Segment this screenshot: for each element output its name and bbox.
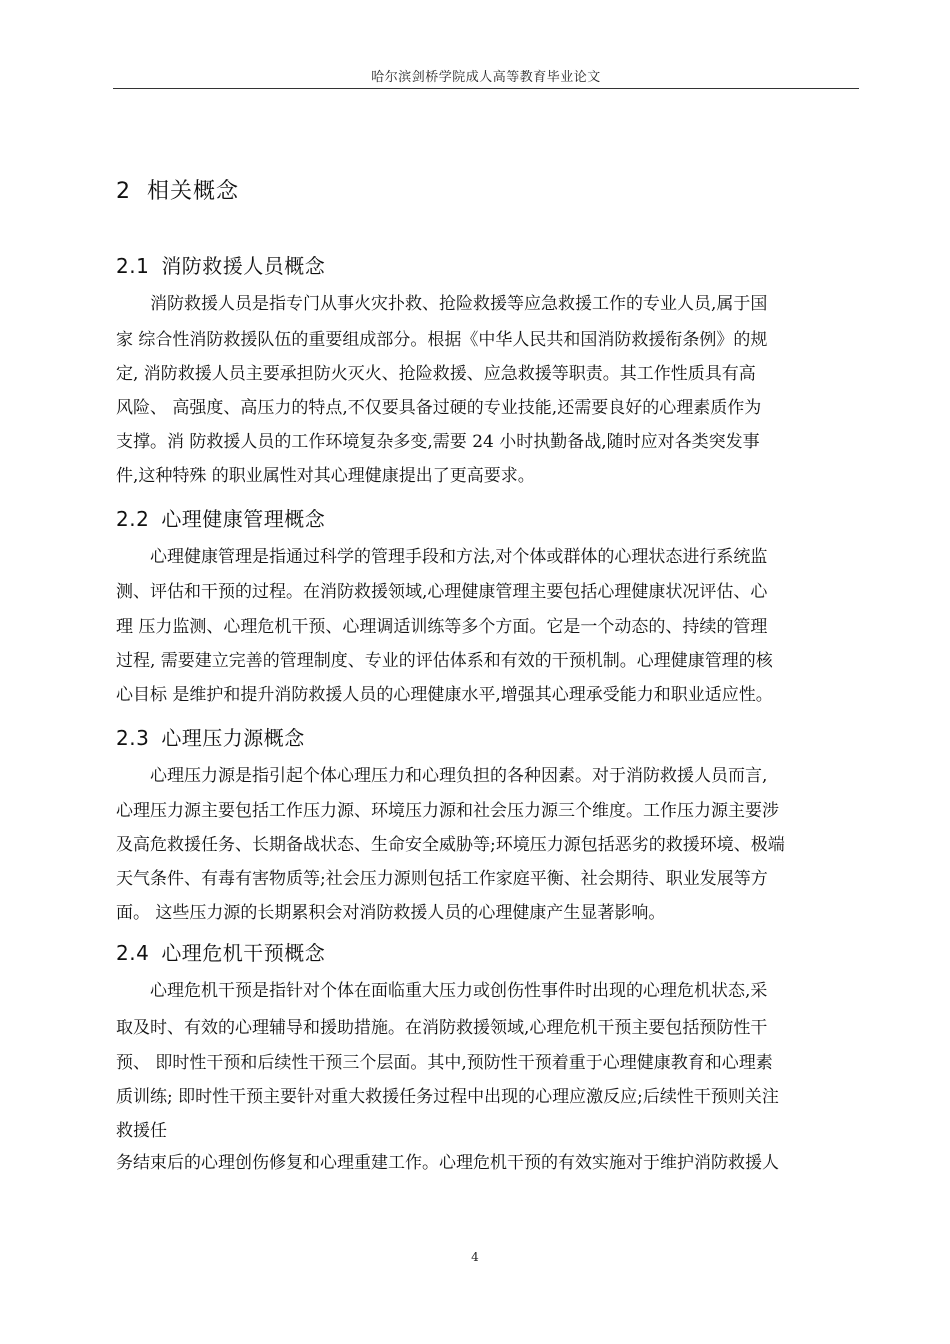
- paragraph-line: 件,这种特殊 的职业属性对其心理健康提出了更高要求。: [116, 466, 535, 486]
- paragraph-line: 预、 即时性干预和后续性干预三个层面。其中,预防性干预着重于心理健康教育和心理素: [116, 1053, 773, 1073]
- section-title: 心理健康管理概念: [161, 507, 326, 531]
- chapter-heading: [116, 174, 239, 205]
- paragraph-line: 心目标 是维护和提升消防救援人员的心理健康水平,增强其心理承受能力和职业适应性。: [116, 685, 773, 705]
- section-heading-2-4: [116, 937, 325, 966]
- header-rule: [113, 88, 859, 89]
- section-title: 心理压力源概念: [161, 726, 305, 750]
- paragraph-line: 及高危救援任务、长期备战状态、生命安全威胁等;环境压力源包括恶劣的救援环境、极端: [116, 835, 785, 855]
- paragraph-line: 面。 这些压力源的长期累积会对消防救援人员的心理健康产生显著影响。: [116, 903, 666, 923]
- section-heading-2-1: [116, 250, 325, 279]
- paragraph-line: 天气条件、有毒有害物质等;社会压力源则包括工作家庭平衡、社会期待、职业发展等方: [116, 869, 768, 889]
- paragraph-line: 测、评估和干预的过程。在消防救援领域,心理健康管理主要包括心理健康状况评估、心: [116, 582, 768, 602]
- paragraph-line: 心理健康管理是指通过科学的管理手段和方法,对个体或群体的心理状态进行系统监: [116, 547, 768, 567]
- paragraph-line: 家 综合性消防救援队伍的重要组成部分。根据《中华人民共和国消防救援衔条例》的规: [116, 330, 768, 350]
- running-header: 哈尔滨剑桥学院成人高等教育毕业论文: [371, 70, 601, 85]
- chapter-title: 相关概念: [147, 179, 240, 204]
- section-number: 2.3: [116, 726, 150, 750]
- paragraph-line: 心理危机干预是指针对个体在面临重大压力或创伤性事件时出现的心理危机状态,采: [116, 981, 768, 1001]
- section-number: 2.1: [116, 254, 150, 278]
- page-number: 4: [471, 1250, 479, 1264]
- section-number: 2.2: [116, 507, 150, 531]
- paragraph-line: 定, 消防救援人员主要承担防火灭火、抢险救援、应急救援等职责。其工作性质具有高: [116, 364, 756, 384]
- chapter-number: 2: [116, 179, 131, 204]
- paragraph-line: 质训练; 即时性干预主要针对重大救援任务过程中出现的心理应激反应;后续性干预则关注: [116, 1087, 779, 1107]
- section-number: 2.4: [116, 941, 150, 965]
- paragraph-line: 救援任: [116, 1121, 167, 1141]
- paragraph-line: 心理压力源是指引起个体心理压力和心理负担的各种因素。对于消防救援人员而言,: [116, 766, 768, 786]
- paragraph-line: 过程, 需要建立完善的管理制度、专业的评估体系和有效的干预机制。心理健康管理的核: [116, 651, 773, 671]
- paragraph-line: 理 压力监测、心理危机干预、心理调适训练等多个方面。它是一个动态的、持续的管理: [116, 617, 768, 637]
- section-title: 心理危机干预概念: [161, 941, 326, 965]
- paragraph-line: 消防救援人员是指专门从事火灾扑救、抢险救援等应急救援工作的专业人员,属于国: [116, 294, 768, 314]
- paragraph-line: 风险、 高强度、高压力的特点,不仅要具备过硬的专业技能,还需要良好的心理素质作为: [116, 398, 762, 418]
- paragraph-line: 取及时、有效的心理辅导和援助措施。在消防救援领域,心理危机干预主要包括预防性干: [116, 1018, 768, 1038]
- section-heading-2-2: [116, 503, 325, 532]
- paragraph-line: 支撑。消 防救援人员的工作环境复杂多变,需要 24 小时执勤备战,随时应对各类突发事: [116, 432, 760, 452]
- paragraph-line: 心理压力源主要包括工作压力源、环境压力源和社会压力源三个维度。工作压力源主要涉: [116, 801, 779, 821]
- paragraph-line: 务结束后的心理创伤修复和心理重建工作。心理危机干预的有效实施对于维护消防救援人: [116, 1153, 779, 1173]
- section-heading-2-3: [116, 722, 305, 751]
- section-title: 消防救援人员概念: [161, 254, 326, 278]
